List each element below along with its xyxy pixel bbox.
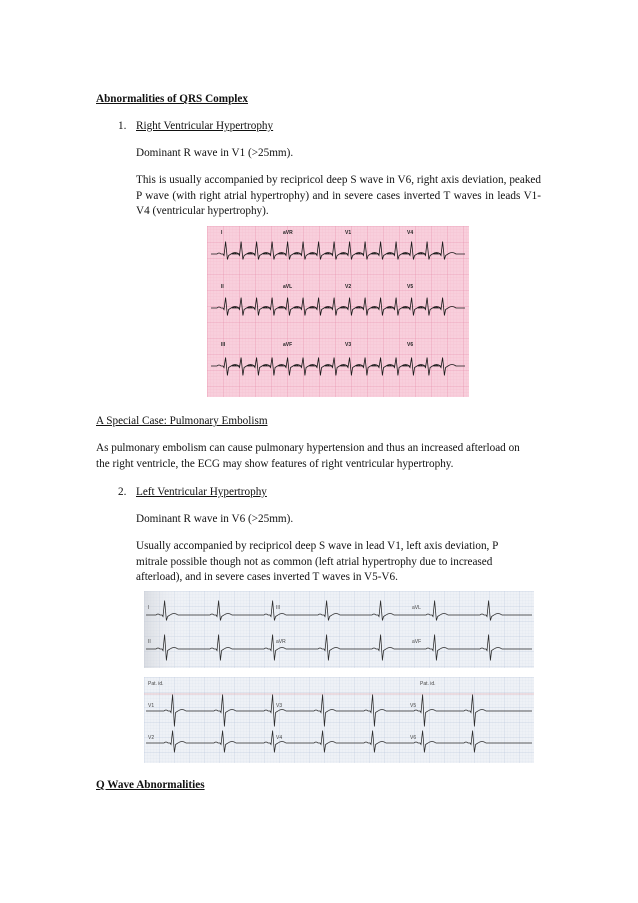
rvh-lead-label: V3 xyxy=(345,342,352,348)
rvh-lead-label: aVF xyxy=(283,342,293,348)
lvh-ecg-limb-strip xyxy=(144,591,534,668)
rvh-ecg-strip xyxy=(207,226,469,397)
rvh-lead-label: V2 xyxy=(345,284,352,290)
lvh-chest-pat-id-right: Pat. id. xyxy=(420,681,436,687)
lvh-chest-lead-label: V3 xyxy=(276,703,283,709)
rvh-lead-label: aVL xyxy=(283,284,293,290)
lvh-chest-lead-label: V2 xyxy=(148,735,155,741)
lvh-chest-lead-label: V1 xyxy=(148,703,155,709)
rvh-lead-label: V6 xyxy=(407,342,414,348)
lvh-chest-lead-label: V5 xyxy=(410,703,417,709)
section-heading-q-wave: Q Wave Abnormalities xyxy=(96,779,205,791)
lvh-limb-lead-label: II xyxy=(148,639,151,645)
lvh-ecg-chest-strip xyxy=(144,677,534,763)
rvh-lead-label: V4 xyxy=(407,230,414,236)
lvh-paragraph-2: Usually accompanied by recipricol deep S wave in lead V1, left axis deviation, P mitrale possible though not as common (left atrial hypertrophy due to increased afterload), and in severe cases inverted T waves in V5-V6. xyxy=(136,540,498,583)
lvh-limb-lead-label: aVF xyxy=(412,639,422,645)
subheading-rvh: Right Ventricular Hypertrophy xyxy=(136,120,274,132)
lvh-ecg-limb-image xyxy=(144,591,534,668)
rvh-lead-label: V5 xyxy=(407,284,414,290)
subheading-lvh: Left Ventricular Hypertrophy xyxy=(136,486,267,498)
rvh-lead-label: II xyxy=(221,284,224,290)
section-heading-qrs: Abnormalities of QRS Complex xyxy=(96,93,248,105)
lvh-limb-lead-label: aVR xyxy=(276,639,286,645)
pe-paragraph: As pulmonary embolism can cause pulmonary hypertension and thus an increased afterload on the right ventricle, the ECG may show features of right ventricular hypertrophy. xyxy=(96,442,520,470)
rvh-lead-label: V1 xyxy=(345,230,352,236)
lvh-ecg-chest-image xyxy=(144,677,534,763)
lvh-limb-lead-label: III xyxy=(276,605,281,611)
lvh-paragraph-1: Dominant R wave in V6 (>25mm). xyxy=(136,513,294,525)
rvh-paragraph-1: Dominant R wave in V1 (>25mm). xyxy=(136,147,294,159)
rvh-lead-label: aVR xyxy=(283,230,293,236)
rvh-lead-label: III xyxy=(221,342,226,348)
subheading-pulmonary-embolism: A Special Case: Pulmonary Embolism xyxy=(96,415,268,427)
rvh-ecg-image xyxy=(207,226,469,397)
list-number-lvh: 2. xyxy=(118,486,127,498)
lvh-limb-lead-label: I xyxy=(148,605,150,611)
lvh-chest-lead-label: V4 xyxy=(276,735,283,741)
list-number-rvh: 1. xyxy=(118,120,127,132)
rvh-paragraph-2: This is usually accompanied by recipricol deep S wave in V6, right axis deviation, peaked P wave (with right atrial hypertrophy) and in severe cases inverted T waves in leads V1- V4 (ventricular hypertrophy). xyxy=(136,174,541,217)
lvh-chest-lead-label: V6 xyxy=(410,735,417,741)
rvh-lead-label: I xyxy=(221,230,223,236)
lvh-chest-pat-id-left: Pat. id. xyxy=(148,681,164,687)
lvh-limb-lead-label: aVL xyxy=(412,605,421,611)
